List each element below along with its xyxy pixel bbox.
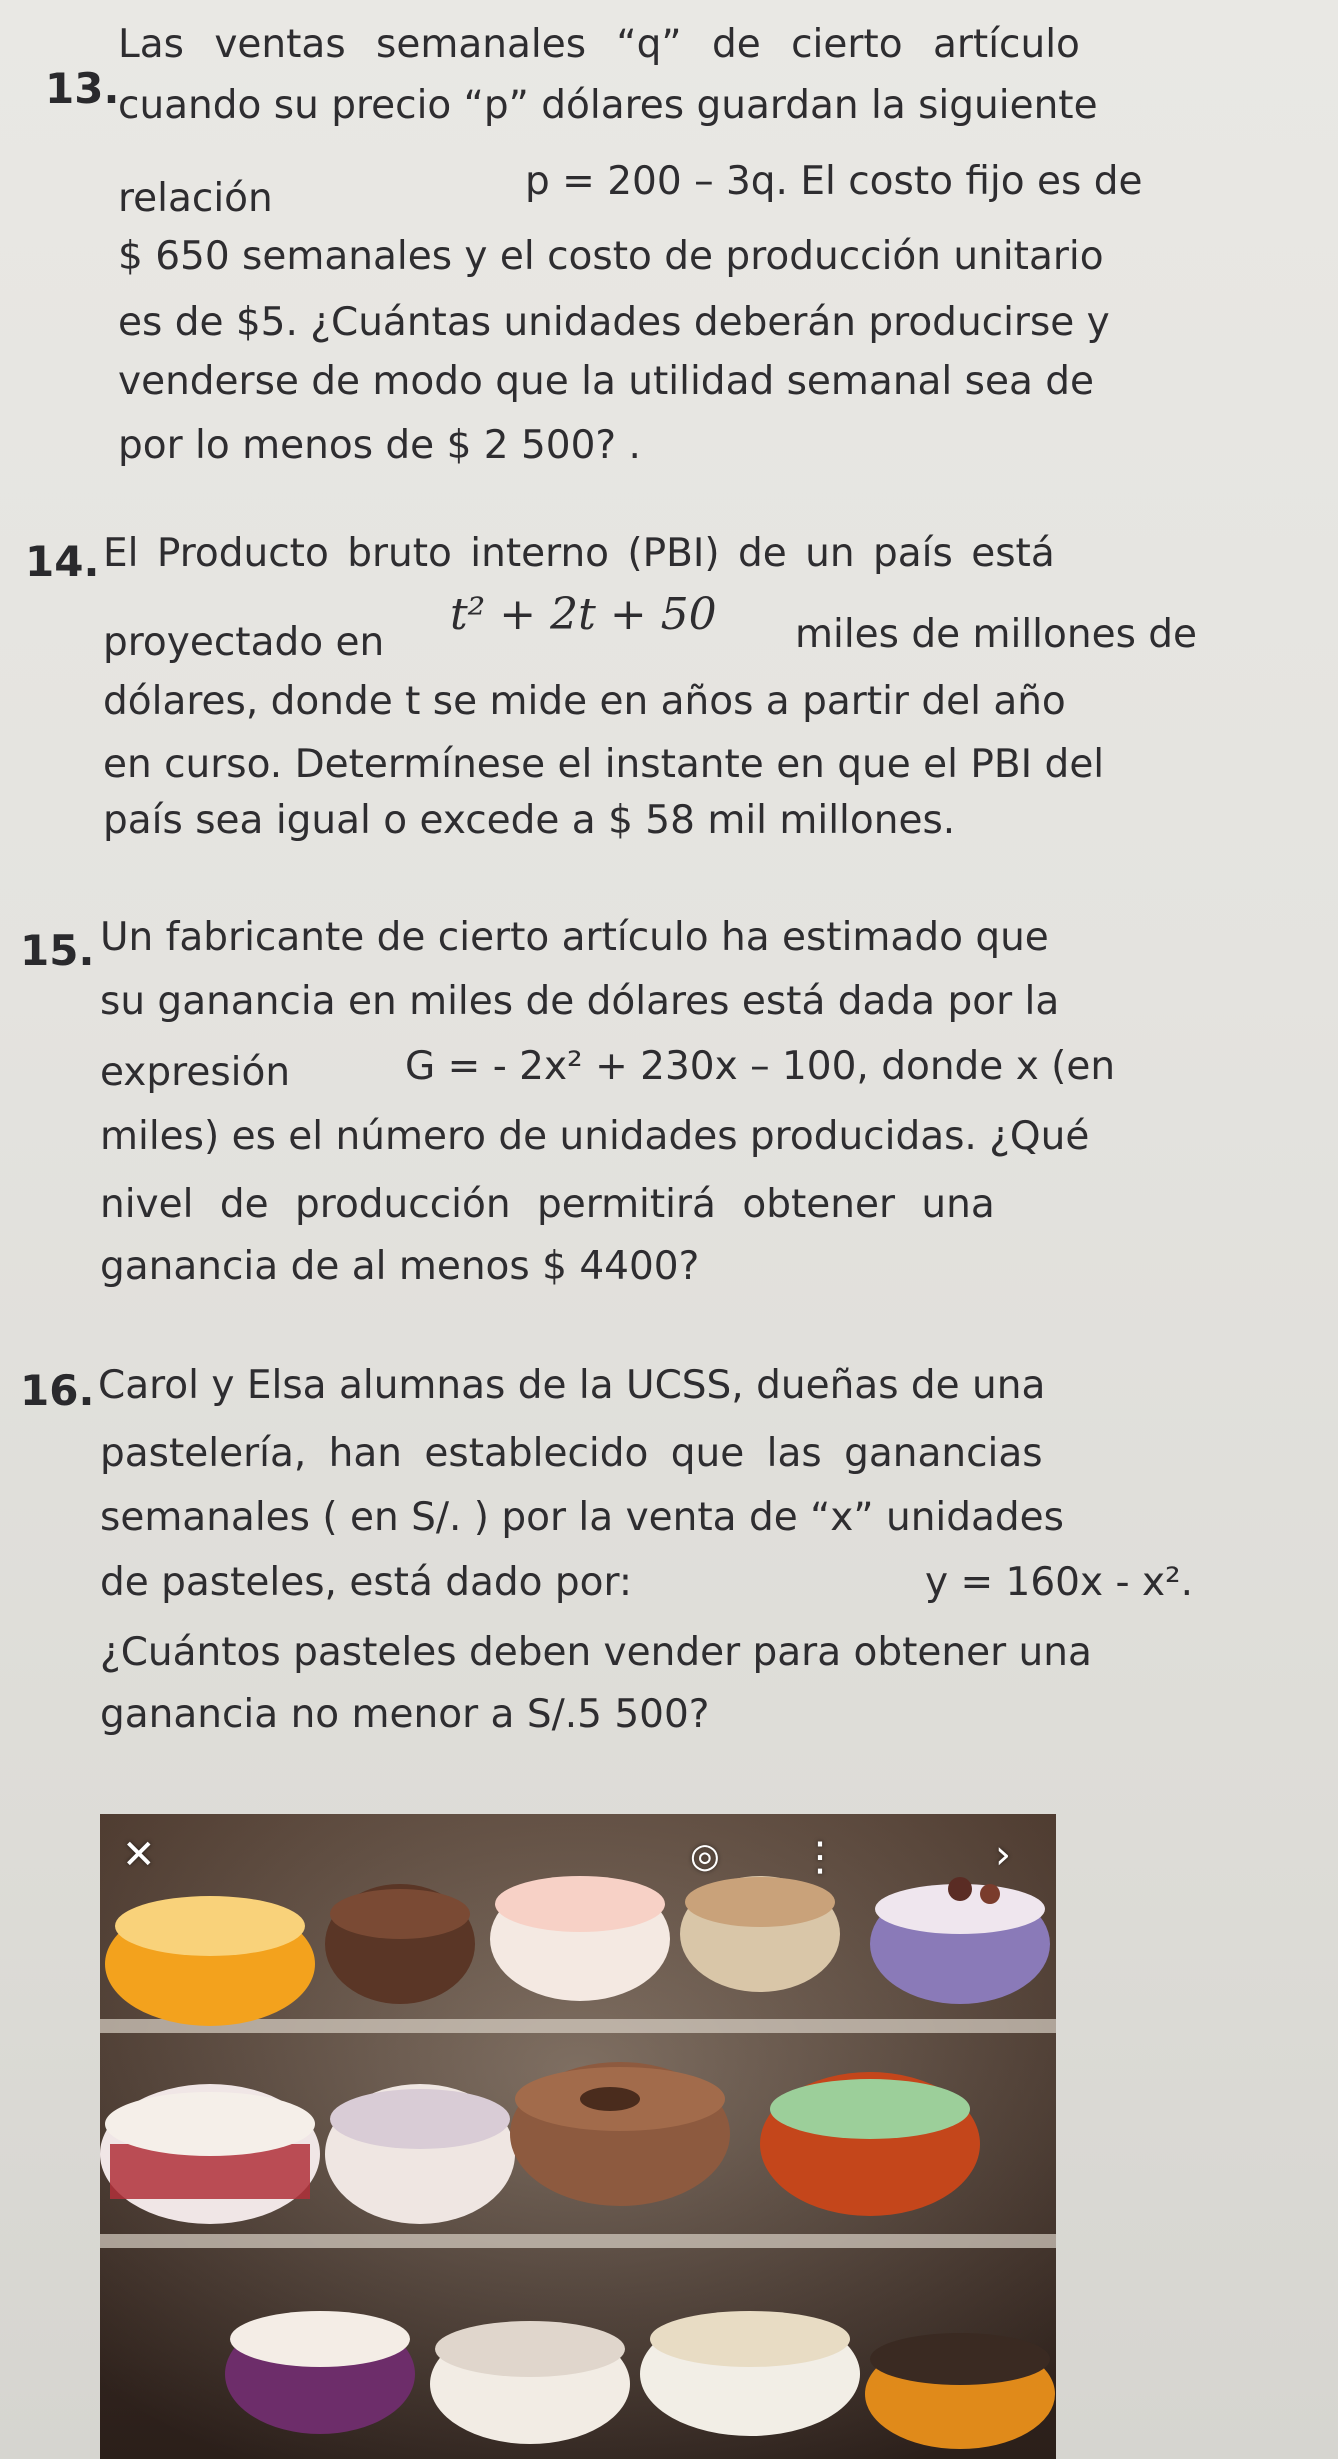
problem-text-line: en curso. Determínese el instante en que el PBI del — [103, 742, 1105, 787]
problem-text-line: nivel de producción permitirá obtener una — [100, 1182, 995, 1227]
problem-text-line: venderse de modo que la utilidad semanal sea de — [118, 359, 1095, 404]
close-icon[interactable]: ✕ — [122, 1832, 156, 1878]
problem-text-line: pastelería, han establecido que las ganancias — [100, 1431, 1043, 1476]
cake-display-photo — [100, 1814, 1056, 2459]
problem-text-line: $ 650 semanales y el costo de producción unitario — [118, 234, 1104, 279]
problem-text-line: cuando su precio “p” dólares guardan la siguiente — [118, 83, 1098, 128]
problem-number: 13. — [45, 64, 120, 113]
cake-display-illustration — [100, 1814, 1056, 2459]
problem-text-line: por lo menos de $ 2 500? . — [118, 423, 641, 468]
problem-text-line: dólares, donde t se mide en años a partir del año — [103, 679, 1066, 724]
problem-text-line: ganancia no menor a S/.5 500? — [100, 1692, 710, 1737]
problem-text-line: semanales ( en S/. ) por la venta de “x” unidades — [100, 1495, 1064, 1540]
problem-text-line: expresión — [100, 1050, 291, 1095]
math-expression: t² + 2t + 50 — [450, 589, 717, 640]
problem-text-line: G = - 2x² + 230x – 100, donde x (en — [405, 1044, 1116, 1089]
problem-text-line: Carol y Elsa alumnas de la UCSS, dueñas de una — [98, 1363, 1046, 1408]
lens-icon[interactable]: ◎ — [690, 1836, 720, 1876]
problem-text-line: proyectado en — [103, 620, 385, 665]
problem-text-line: miles) es el número de unidades producidas. ¿Qué — [100, 1114, 1090, 1159]
problem-number: 16. — [20, 1366, 95, 1415]
problem-number: 15. — [20, 926, 95, 975]
problem-text-line: de pasteles, está dado por: — [100, 1560, 633, 1605]
problem-text-line: relación — [118, 176, 273, 221]
chevron-right-icon[interactable]: › — [995, 1832, 1011, 1878]
problem-text-line: p = 200 – 3q. El costo fijo es de — [525, 159, 1143, 204]
problem-text-line — [118, 22, 1225, 67]
problem-text-line: su ganancia en miles de dólares está dada por la — [100, 979, 1060, 1024]
problem-text-line: Un fabricante de cierto artículo ha estimado que — [100, 915, 1049, 960]
problem-text-line: país sea igual o excede a $ 58 mil millones. — [103, 798, 956, 843]
problem-number: 14. — [25, 537, 100, 586]
problem-text-line: es de $5. ¿Cuántas unidades deberán producirse y — [118, 300, 1110, 345]
more-vert-icon[interactable]: ⋮ — [800, 1834, 840, 1880]
problem-text-line: y = 160x - x². — [925, 1560, 1194, 1605]
problem-text-line-content: Las ventas semanales “q” de cierto artículo — [118, 22, 1080, 67]
problem-text-line: ¿Cuántos pasteles deben vender para obtener una — [100, 1630, 1092, 1675]
problem-text-line: miles de millones de — [795, 612, 1198, 657]
problem-text-line: El Producto bruto interno (PBI) de un país está — [103, 531, 1055, 576]
problem-text-line: ganancia de al menos $ 4400? — [100, 1244, 700, 1289]
